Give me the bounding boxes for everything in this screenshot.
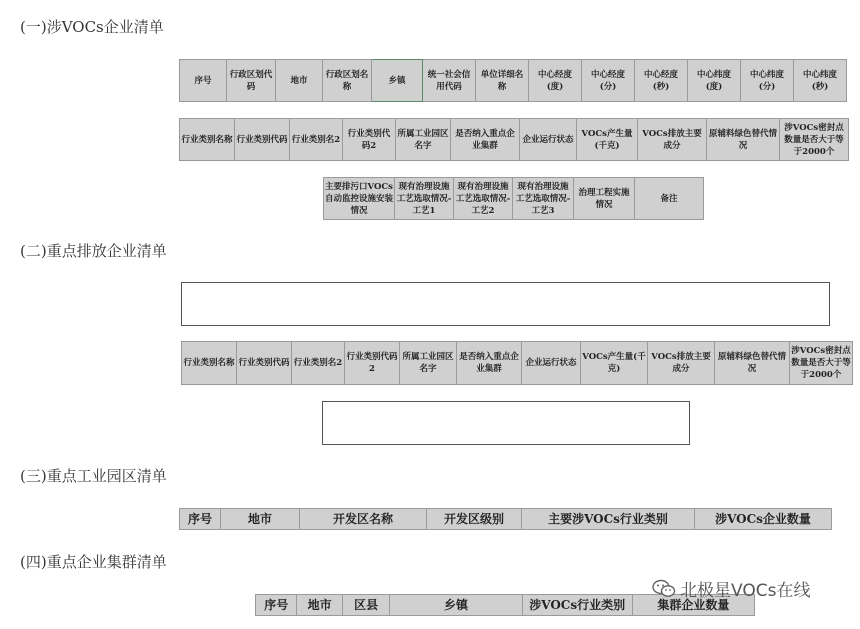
table-cell: VOCs排放主要成分 [638,119,707,161]
section-heading-3: (三)重点工业园区清单 [20,467,167,485]
table3-header-row1 [179,508,832,530]
table-cell: 行业类别名称 [182,342,237,385]
table-cell-selected[interactable]: 乡镇 [372,60,423,102]
table-cell: 行业类别名2 [290,119,343,161]
table-cell: 涉VOCs行业类别 [522,595,632,616]
table-cell: 中心纬度(秒) [794,60,847,102]
watermark-text: 北极星VOCs在线 [680,581,811,601]
table-cell: 行业类别名称 [180,119,235,161]
table-cell: 中心经度(度) [529,60,582,102]
table-row [182,342,853,385]
table-row [180,509,832,530]
table-row [324,178,704,220]
table-cell: 开发区名称 [300,509,427,530]
table1-header-row2 [179,118,849,161]
table-cell: 中心经度(分) [582,60,635,102]
wechat-logo-icon [652,579,676,599]
table-cell: 行政区划名称 [323,60,372,102]
table-cell: 治理工程实施情况 [574,178,635,220]
table-cell: 是否纳入重点企业集群 [451,119,520,161]
table-cell: 地市 [276,60,323,102]
table1-header-row3 [323,177,704,220]
table-cell: 企业运行状态 [522,342,581,385]
table-cell: 序号 [180,509,221,530]
table-cell: 涉VOCs密封点数量是否大于等于2000个 [790,342,853,385]
table-cell: 区县 [342,595,389,616]
section-heading-2: (二)重点排放企业清单 [20,242,167,260]
table-cell: 统一社会信用代码 [423,60,476,102]
section-heading-1: (一)涉VOCs企业清单 [20,18,164,36]
table-cell: 现有治理设施工艺选取情况-工艺1 [395,178,454,220]
table-cell: 涉VOCs企业数量 [695,509,832,530]
table-cell: 地市 [221,509,300,530]
table-cell: 中心经度(秒) [635,60,688,102]
table-cell: 集群企业数量 [632,595,754,616]
table-cell: 单位详细名称 [476,60,529,102]
table-cell: 行业类别名2 [292,342,345,385]
table-cell: VOCs产生量(千克) [581,342,648,385]
table-cell: 乡镇 [390,595,522,616]
table-cell: 行政区划代码 [227,60,276,102]
watermark [652,576,810,601]
table-cell: VOCs产生量(千克) [577,119,638,161]
blank-box [181,282,830,326]
blank-box [322,401,690,445]
table-cell: 主要排污口VOCs自动监控设施安装情况 [324,178,395,220]
table-cell: 现有治理设施工艺选取情况-工艺3 [513,178,574,220]
table-cell: 所属工业园区名字 [400,342,457,385]
table-cell: 是否纳入重点企业集群 [457,342,522,385]
table2-header-row1 [181,341,853,385]
table-cell: 地市 [297,595,342,616]
table-cell: 主要涉VOCs行业类别 [522,509,695,530]
table-cell: 序号 [256,595,297,616]
table-cell: 涉VOCs密封点数量是否大于等于2000个 [780,119,849,161]
table-cell: 行业类别代码2 [345,342,400,385]
section-heading-4: (四)重点企业集群清单 [20,553,167,571]
table-cell: 企业运行状态 [520,119,577,161]
table-cell: VOCs排放主要成分 [648,342,715,385]
table-cell: 现有治理设施工艺选取情况-工艺2 [454,178,513,220]
table-row [180,60,847,102]
table-cell: 开发区级别 [427,509,522,530]
table-cell: 中心纬度(度) [688,60,741,102]
table-cell: 行业类别代码 [237,342,292,385]
table-cell: 中心纬度(分) [741,60,794,102]
table-cell: 序号 [180,60,227,102]
table-cell: 原辅料绿色替代情况 [715,342,790,385]
table1-header-row1 [179,59,847,102]
table-cell: 行业类别代码 [235,119,290,161]
table-cell: 备注 [635,178,704,220]
table-cell: 原辅料绿色替代情况 [707,119,780,161]
table-row [180,119,849,161]
table-cell: 行业类别代码2 [343,119,396,161]
table-cell: 所属工业园区名字 [396,119,451,161]
